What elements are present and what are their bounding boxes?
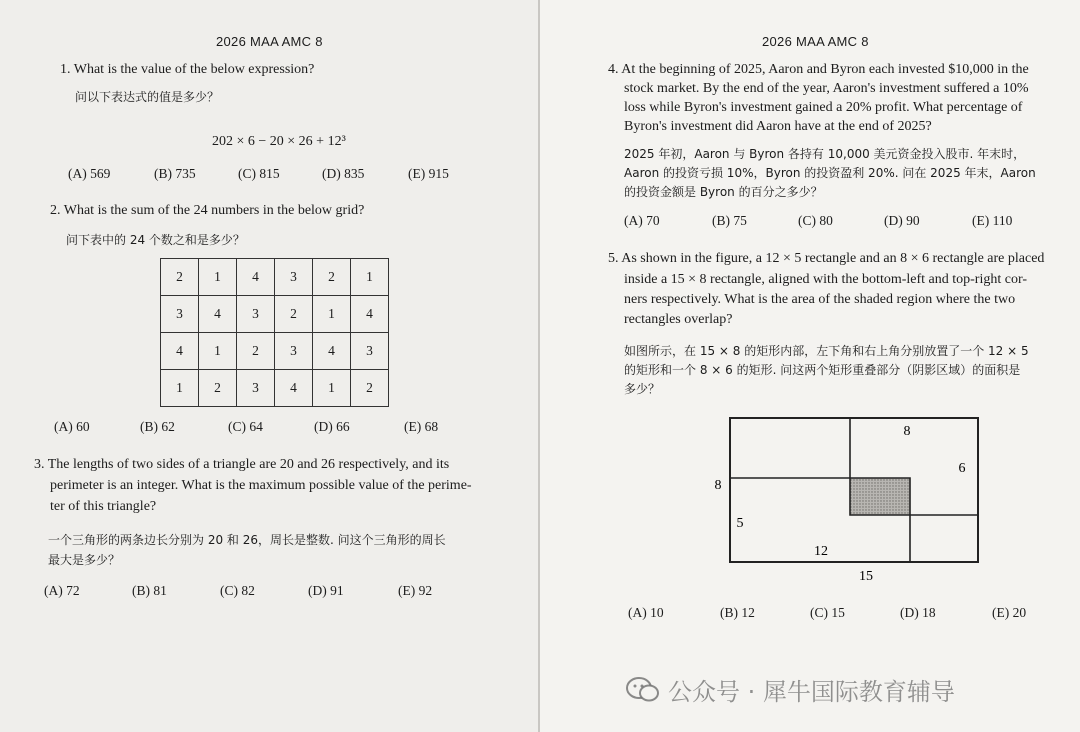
overlap-rectangles-diagram (700, 410, 1000, 590)
grid-cell: 3 (237, 296, 275, 333)
question-5-zh-line-3: 多少？ (624, 382, 661, 396)
question-5-line-1: 5. As shown in the figure, a 12 × 5 rectangle and an 8 × 6 rectangle are placed (608, 251, 1045, 266)
label-top: 8 (903, 424, 911, 439)
grid-cell: 2 (237, 333, 275, 370)
choice-c[interactable]: (C) 80 (798, 213, 833, 228)
choice-a[interactable]: (A) 70 (624, 213, 660, 228)
choice-b[interactable]: (B) 12 (720, 605, 755, 620)
choice-e[interactable]: (E) 92 (398, 583, 433, 598)
question-5-zh-line-2: 的矩形和一个 8 × 6 的矩形. 问这两个矩形重叠部分（阴影区域）的面积是 (624, 363, 1021, 377)
question-4-zh-line-1: 2025 年初，Aaron 与 Byron 各持有 10,000 美元资金投入股市. 年末时， (624, 147, 1026, 161)
grid-row (161, 259, 389, 296)
grid-row (161, 333, 389, 370)
question-2-zh: 问下表中的 24 个数之和是多少？ (66, 233, 245, 247)
left-page (0, 0, 538, 732)
grid-cell: 1 (161, 370, 199, 407)
choice-a[interactable]: (A) 569 (68, 166, 111, 181)
choice-e[interactable]: (E) 20 (992, 605, 1027, 620)
question-4-line-4: Byron's investment did Aaron have at the end of 2025? (624, 119, 932, 134)
page-header: 2026 MAA AMC 8 (762, 34, 869, 49)
choice-d[interactable]: (D) 835 (322, 166, 365, 181)
choice-e[interactable]: (E) 110 (972, 213, 1013, 228)
question-4-line-2: stock market. By the end of the year, Aaron's investment suffered a 10% (624, 81, 1029, 96)
grid-cell: 1 (199, 333, 237, 370)
choice-b[interactable]: (B) 75 (712, 213, 747, 228)
number-grid (160, 258, 389, 407)
choice-d[interactable]: (D) 18 (900, 605, 936, 620)
grid-cell: 1 (351, 259, 389, 296)
grid-cell: 3 (275, 333, 313, 370)
page-header: 2026 MAA AMC 8 (216, 34, 323, 49)
shaded-overlap (850, 478, 910, 515)
question-4-zh-line-2: Aaron 的投资亏损 10%，Byron 的投资盈利 20%. 问在 2025 年末，Aaron (624, 166, 1036, 180)
question-3-line-1: 3. The lengths of two sides of a triangle are 20 and 26 respectively, and its (34, 457, 450, 472)
grid-cell: 4 (313, 333, 351, 370)
choice-c[interactable]: (C) 815 (238, 166, 280, 181)
choice-b[interactable]: (B) 735 (154, 166, 196, 181)
grid-cell: 4 (275, 370, 313, 407)
grid-cell: 4 (161, 333, 199, 370)
question-4-line-1: 4. At the beginning of 2025, Aaron and Byron each invested $10,000 in the (608, 62, 1029, 77)
choice-b[interactable]: (B) 62 (140, 419, 175, 434)
label-bottom: 15 (859, 569, 873, 584)
question-3-choices (44, 583, 432, 599)
choice-c[interactable]: (C) 82 (220, 583, 255, 598)
question-5-zh-line-1: 如图所示，在 15 × 8 的矩形内部，左下角和右上角分别放置了一个 12 × 5 (624, 344, 1029, 358)
grid-row (161, 296, 389, 333)
choice-c[interactable]: (C) 15 (810, 605, 845, 620)
question-1-text: 1. What is the value of the below expression? (60, 62, 315, 77)
label-inner-left: 5 (736, 516, 744, 531)
question-5-choices (628, 605, 1026, 621)
choice-e[interactable]: (E) 68 (404, 419, 439, 434)
right-page (540, 0, 1080, 732)
question-2-choices (54, 419, 438, 435)
choice-d[interactable]: (D) 66 (314, 419, 350, 434)
watermark-text: 公众号 · 犀牛国际教育辅导 (668, 678, 955, 706)
question-5-line-4: rectangles overlap? (624, 312, 733, 327)
watermark (626, 672, 955, 707)
choice-e[interactable]: (E) 915 (408, 166, 449, 181)
choice-d[interactable]: (D) 91 (308, 583, 344, 598)
grid-cell: 3 (237, 370, 275, 407)
question-1-expression: 202 × 6 − 20 × 26 + 12³ (212, 134, 346, 149)
question-3-zh-line-1: 一个三角形的两条边长分别为 20 和 26，周长是整数. 问这个三角形的周长 (48, 533, 446, 547)
choice-a[interactable]: (A) 72 (44, 583, 80, 598)
grid-cell: 1 (313, 370, 351, 407)
question-4-choices (624, 213, 1012, 229)
grid-cell: 2 (351, 370, 389, 407)
grid-cell: 4 (237, 259, 275, 296)
question-1-zh: 问以下表达式的值是多少？ (75, 90, 220, 104)
question-5-line-3: ners respectively. What is the area of the shaded region where the two (624, 292, 1016, 307)
choice-d[interactable]: (D) 90 (884, 213, 920, 228)
grid-cell: 1 (199, 259, 237, 296)
choice-a[interactable]: (A) 10 (628, 605, 664, 620)
question-5-line-2: inside a 15 × 8 rectangle, aligned with the bottom-left and top-right cor- (624, 272, 1027, 287)
choice-a[interactable]: (A) 60 (54, 419, 90, 434)
question-2-text: 2. What is the sum of the 24 numbers in the below grid? (50, 203, 365, 218)
question-3-line-3: ter of this triangle? (50, 499, 157, 514)
grid-cell: 2 (313, 259, 351, 296)
question-1-choices (68, 166, 449, 182)
question-3-line-2: perimeter is an integer. What is the maximum possible value of the perime- (50, 478, 472, 493)
grid-cell: 4 (351, 296, 389, 333)
wechat-icon (626, 676, 660, 704)
question-4-line-3: loss while Byron's investment gained a 20% profit. What percentage of (624, 100, 1023, 115)
choice-c[interactable]: (C) 64 (228, 419, 263, 434)
grid-cell: 3 (275, 259, 313, 296)
label-inner-bottom: 12 (814, 544, 828, 559)
question-4-zh-line-3: 的投资金额是 Byron 的百分之多少？ (624, 185, 823, 199)
grid-cell: 4 (199, 296, 237, 333)
grid-cell: 3 (161, 296, 199, 333)
grid-cell: 3 (351, 333, 389, 370)
choice-b[interactable]: (B) 81 (132, 583, 167, 598)
grid-cell: 2 (161, 259, 199, 296)
label-right: 6 (958, 461, 966, 476)
grid-cell: 1 (313, 296, 351, 333)
grid-cell: 2 (199, 370, 237, 407)
label-left: 8 (714, 478, 722, 493)
grid-row (161, 370, 389, 407)
grid-cell: 2 (275, 296, 313, 333)
question-3-zh-line-2: 最大是多少？ (48, 553, 121, 567)
